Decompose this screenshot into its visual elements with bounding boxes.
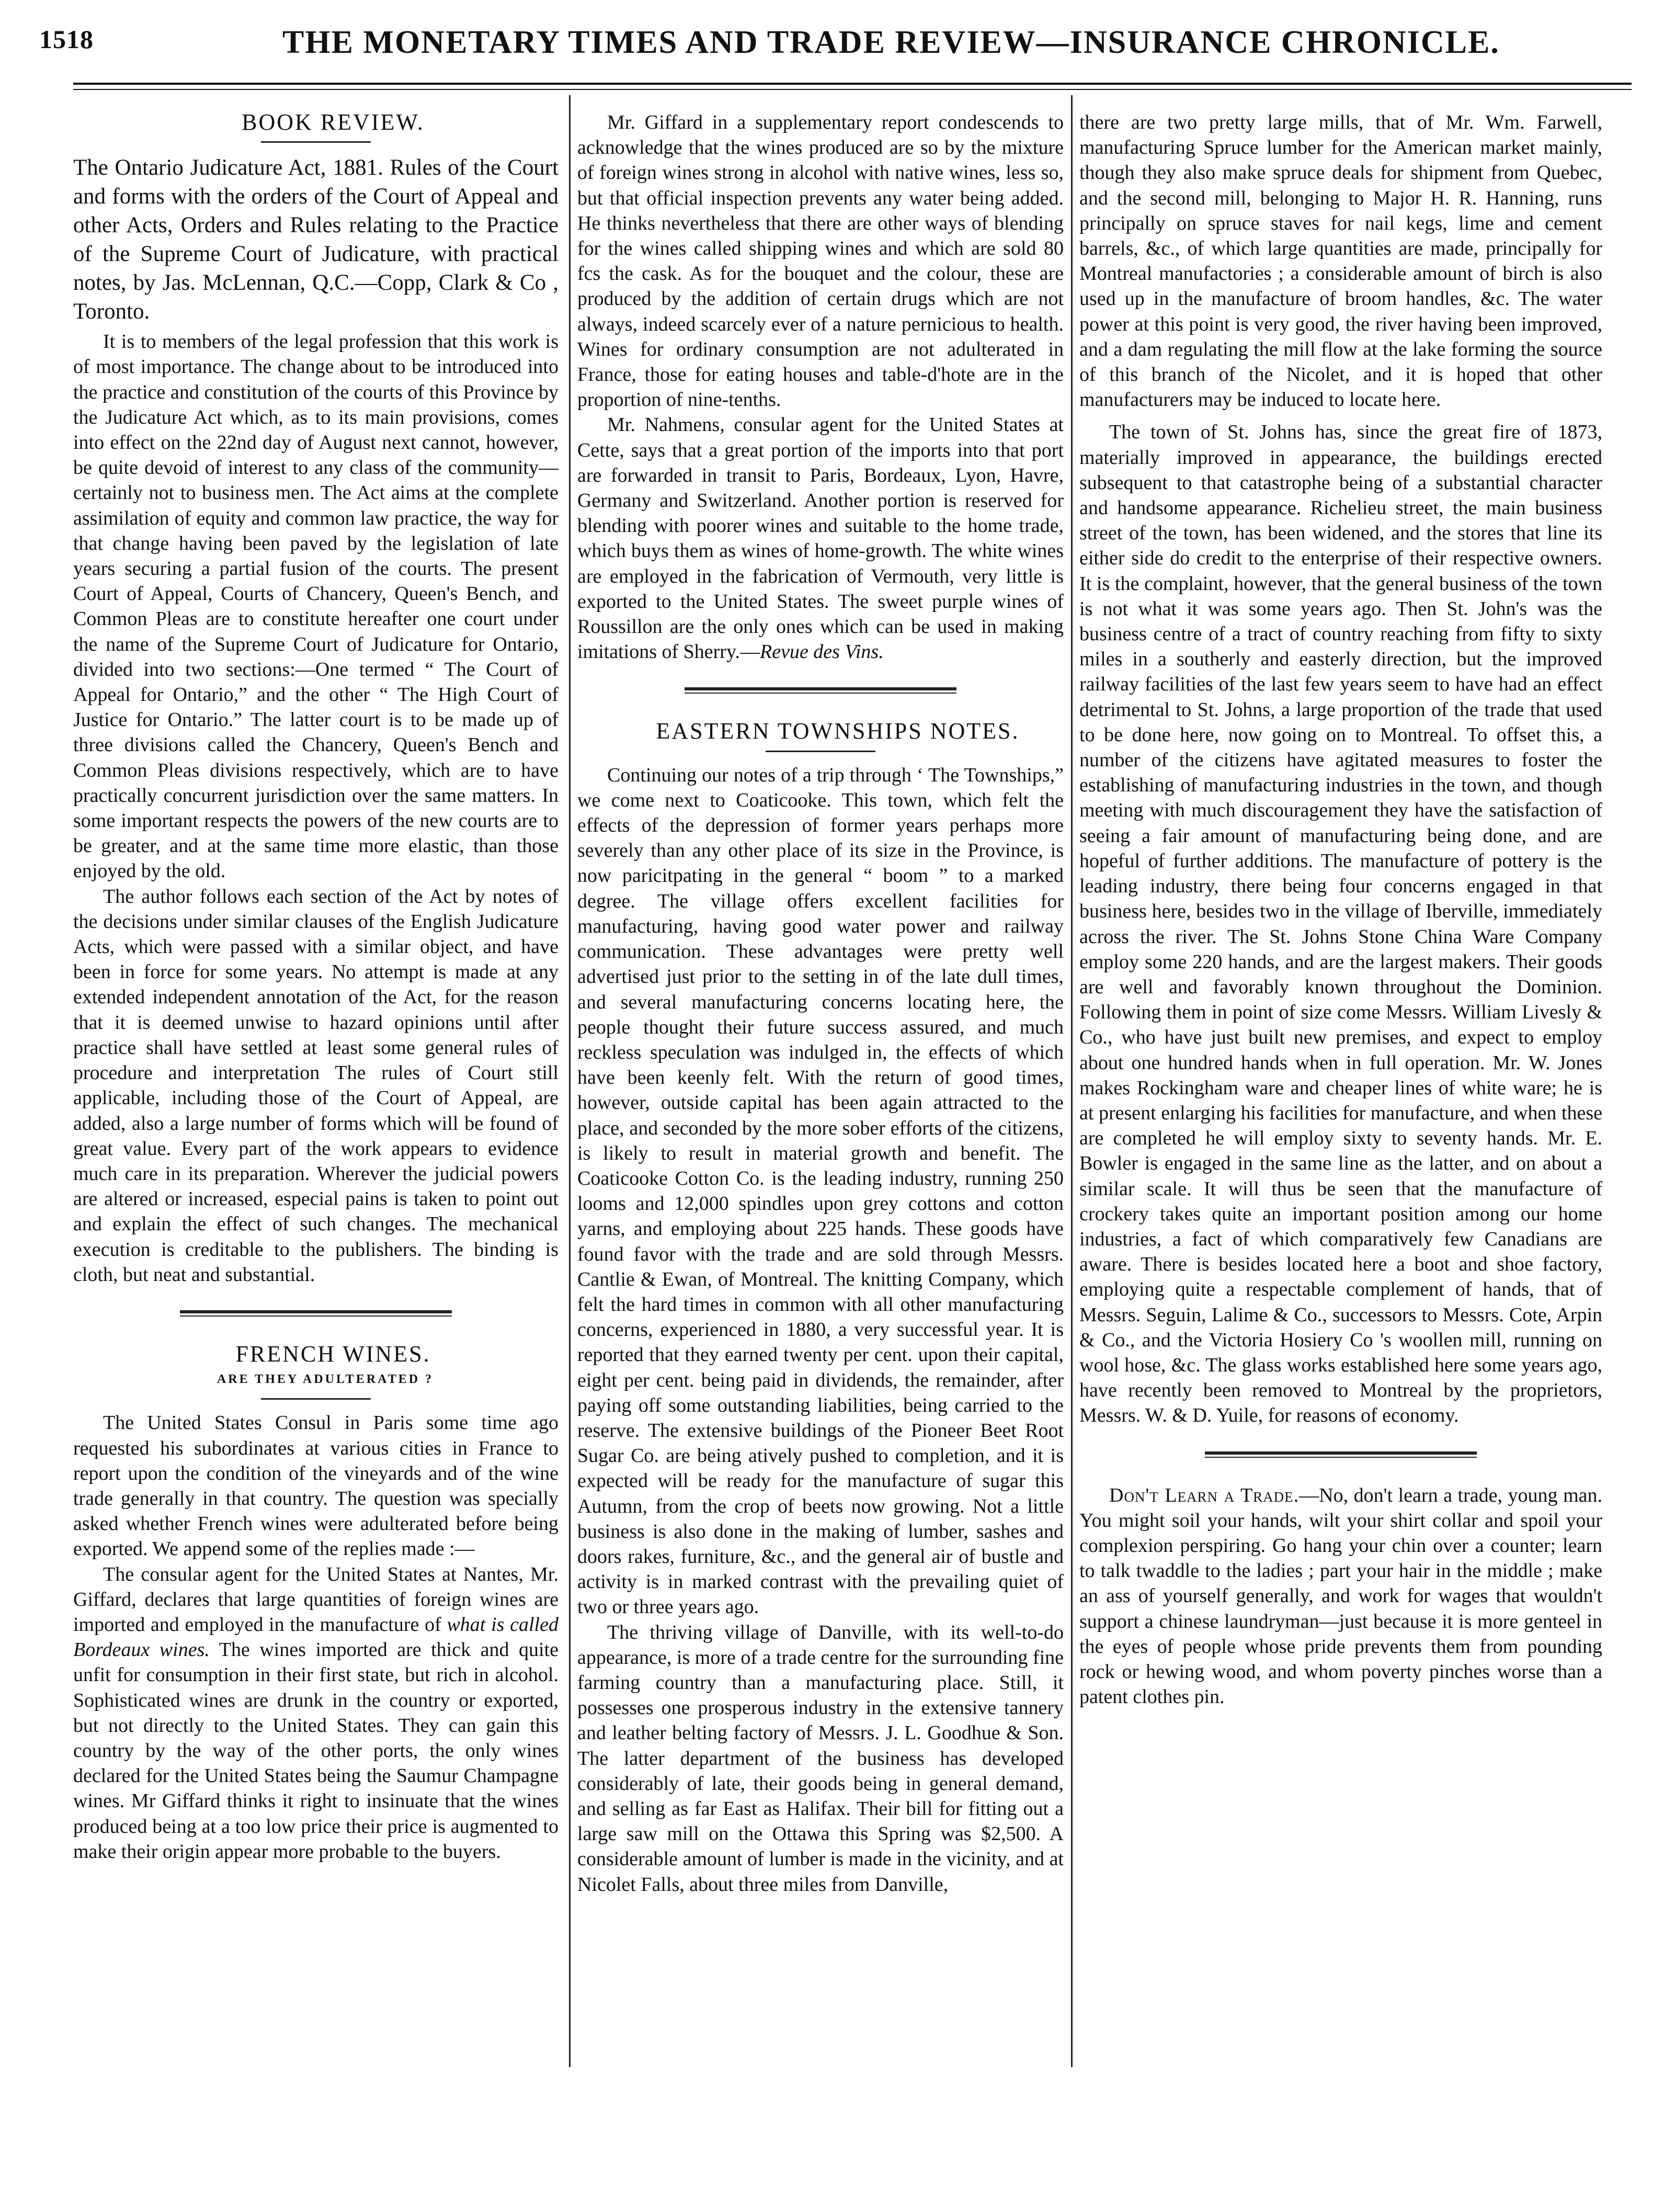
column-2 bbox=[577, 110, 1064, 1897]
wines-text: Mr. Nahmens, consular agent for the United States at Cette, says that a great portion of the imports into that port are forwarded in transit to Paris, Bordeaux, Lyon, Havre, Germany and Switzerland. Another portion is reserved for blending with poorer wines and suitable to the home trade, which buys them as wines of home-growth. The white wines are employed in the fabrication of Vermouth, very little is exported to the United States. The sweet purple wines of Roussillon are the only ones which can be used in making imitations of Sherry.— bbox=[577, 414, 1064, 663]
eastern-paragraph: The thriving village of Danville, with its well-to-do appearance, is more of a trade centre for the surrounding fine farming country than a manufacturing place. Still, it possesses one prosperous industry in the extensive tannery and leather belting factory of Messrs. J. L. Goodhue & Son. The latter department of the business has developed considerably of late, their goods being in general demand, and selling as far East as Halifax. Their bill for fitting out a large saw mill on the Ottawa this Spring was $2,500. A considerable amount of lumber is made in the vicinity, and at Nicolet Falls, about three miles from Danville, bbox=[577, 1621, 1064, 1896]
header-rule-bottom bbox=[73, 89, 1632, 90]
heading-rule bbox=[766, 751, 875, 752]
section-separator bbox=[685, 687, 956, 694]
wines-paragraph bbox=[73, 1562, 559, 1864]
section-separator bbox=[180, 1310, 452, 1317]
column-3 bbox=[1079, 110, 1602, 1709]
heading-rule bbox=[261, 141, 371, 143]
heading-rule bbox=[261, 1398, 371, 1400]
heading-eastern-townships: EASTERN TOWNSHIPS NOTES. bbox=[656, 718, 1020, 744]
trade-lead-in: Don't Learn a Trade. bbox=[1109, 1484, 1300, 1506]
wines-italic-text: what is called Bordeaux wines. bbox=[73, 1613, 559, 1661]
wines-text: The wines imported are thick and quite unfit for consumption in their first state, but rich in alcohol. Sophisticated wines are drunk in the country or exported, but not directly to the United States. They can gain this country by the way of the other ports, the only wines declared for the United States being the Saumur Champagne wines. Mr Giffard thinks it right to insinuate that the wines produced being at a too low price their price is augmented to make their origin appear more probable to the buyers. bbox=[73, 1639, 559, 1863]
page-number: 1518 bbox=[39, 25, 94, 54]
heading-book-review: BOOK REVIEW. bbox=[242, 109, 425, 135]
wines-paragraph: The United States Consul in Paris some time ago requested his subordinates at various cities in France to report upon the condition of the vineyards and of the wine trade generally in that country. The question was specially asked whether French wines were adulterated before being exported. We append some of the replies made :— bbox=[73, 1412, 559, 1560]
column-divider-2 bbox=[1071, 95, 1073, 2067]
wines-text: The consular agent for the United States at Nantes, Mr. Giffard, declares that large quantities of foreign wines are imported and employed in the manufacture of bbox=[73, 1563, 559, 1636]
section-separator bbox=[1205, 1451, 1477, 1458]
header-rule-top bbox=[73, 83, 1632, 85]
column-1 bbox=[73, 110, 559, 1864]
subheading-adulterated: ARE THEY ADULTERATED ? bbox=[217, 1372, 434, 1387]
trade-text: —No, don't learn a trade, young man. You might soil your hands, wilt your shirt collar and spoil your complexion perspiring. Go hang your chin over a counter; learn to talk twaddle to the ladies ; part your hair in the middle ; make an ass of yourself generally, and work for wages that wouldn't support a chinese laundryman—just because it is more genteel in the eyes of people whose pride prevents them from pounding rock or hewing wood, and whom poverty pinches worse than a patent clothes pin. bbox=[1079, 1484, 1602, 1708]
eastern-paragraph: Continuing our notes of a trip through ‘ The Townships,” we come next to Coaticooke. This town, which felt the effects of the depression of former years perhaps more severely than any other place of its size in the Province, is now paricitpating in the general “ boom ” to a marked degree. The village offers excellent facilities for manufacturing, having good water power and railway communication. These advantages were pretty well advertised just prior to the setting in of the late dull times, and several manufacturing concerns locating here, the people thought their future success assured, and much reckless speculation was indulged in, the effects of which have been keenly felt. With the return of good times, however, outside capital has been again attracted to the place, and seconded by the more sober efforts of the citizens, is likely to result in material growth and benefit. The Coaticooke Cotton Co. is the leading industry, running 250 looms and 12,000 spindles upon grey cottons and cotton yarns, and employing about 225 hands. These goods have found favor with the trade and are sold through Messrs. Cantlie & Ewan, of Montreal. The knitting Company, which felt the hard times in common with all other manufacturing concerns, experienced in 1880, a very successful year. It is reported that they earned twenty per cent. upon their capital, eight per cent. being paid in dividends, the remainder, after paying off some outstanding liabilities, being carried to the reserve. The extensive buildings of the Pioneer Beet Root Sugar Co. are being atively pushed to completion, and it is expected will be ready for the manufacture of sugar this Autumn, from the crop of beets now growing. Not a little business is also done in the making of lumber, sashes and doors rakes, furniture, &c., and the general air of bustle and activity is in marked contrast with the prevailing quiet of two or three years ago. bbox=[577, 764, 1064, 1618]
review-paragraph: It is to members of the legal profession that this work is of most importance. The change about to be introduced into the practice and constitution of the courts of this Province by the Judicature Act which, as to its main provisions, comes into effect on the 22nd day of August next cannot, however, be quite devoid of interest to any class of the community—certainly not to business men. The Act aims at the complete assimilation of equity and common law practice, the way for that change having been paved by the legislation of late years securing a partial fusion of the courts. The present Court of Appeal, Courts of Chancery, Queen's Bench, and Common Pleas are to constitute hereafter one court under the name of the Supreme Court of Judicature for Ontario, divided into two sections:—One termed “ The Court of Appeal for Ontario,” and the other “ The High Court of Justice for Ontario.” The latter court is to be made up of three divisions called the Chancery, Queen's Bench and Common Pleas divisions respectively, which are to have practically concurrent jurisdiction over the same matters. In some important respects the powers of the new courts are to be greater, and at the same time more elastic, than those enjoyed by the old. bbox=[73, 331, 559, 882]
column-divider-1 bbox=[569, 95, 571, 2067]
review-paragraph: The author follows each section of the Act by notes of the decisions under similar clauses of the English Judicature Acts, which were passed with a similar object, and have been in force for some years. No attempt is made at any extended independent annotation of the Act, for the reason that it is deemed unwise to hazard opinions until after practice shall have settled at least some general rules of procedure and interpretation The rules of Court still applicable, including those of the Court of Appeal, are added, also a large number of forms which will be found of great value. Every part of the work appears to evidence much care in its preparation. Wherever the judicial powers are altered or increased, especial pains is taken to point out and explain the effect of such changes. The mechanical execution is creditable to the publishers. The binding is cloth, but neat and substantial. bbox=[73, 885, 559, 1286]
eastern-paragraph: there are two pretty large mills, that of Mr. Wm. Farwell, manufacturing Spruce lumber for the American market mainly, though they also make spruce deals for shipment from Quebec, and the second mill, belonging to Major H. R. Hanning, runs principally on spruce staves for nail kegs, lime and cement barrels, &c., of which large quantities are made, principally for Montreal manufactories ; a considerable amount of birch is also used up in the manufacture of broom handles, &c. The water power at this point is very good, the river having been improved, and a dam regulating the mill flow at the lake forming the source of this branch of the Nicolet, and it is hoped that other manufacturers may be induced to locate here. bbox=[1079, 111, 1602, 411]
eastern-paragraph: The town of St. Johns has, since the great fire of 1873, materially improved in appearance, the buildings erected subsequent to that catastrophe being of a substantial character and handsome appearance. Richelieu street, the main business street of the town, has been widened, and the stores that line its either side do credit to the enterprise of their respective owners. It is the complaint, however, that the general business of the town is not what it was some years ago. Then St. John's was the business centre of a tract of country reaching from fifty to sixty miles in a southerly and easterly direction, but the improved railway facilities of the last few years seem to have had an effect detrimental to St. Johns, a large proportion of the trade that used to be done here, now going on to Montreal. To offset this, a number of the citizens have agitated measures to foster the establishing of manufacturing industries in the town, and though meeting with much discouragement they have the satisfaction of seeing a fair amount of manufacturing being done, and are hopeful of further additions. The manufacture of pottery is the leading industry, there being four concerns engaged in that business here, besides two in the village of Iberville, immediately across the river. The St. Johns Stone China Ware Company employ some 220 hands, and are the largest makers. Their goods are well and favorably known throughout the Dominion. Following them in point of size come Messrs. William Livesly & Co., who have just built new premises, and expect to employ about one hundred hands when in full operation. Mr. W. Jones makes Rockingham ware and cheaper lines of white ware; he is at present enlarging his facilities for manufacture, and when these are completed he will employ sixty to seventy hands. Mr. E. Bowler is engaged in the same line as the latter, and on about a similar scale. It will thus be seen that the manufacture of crockery takes quite an important position among our home industries, a fact of which comparatively few Canadians are aware. There is besides located here a boot and shoe factory, employing quite a respectable complement of hands, that of Messrs. Seguin, Lalime & Co., successors to Messrs. Cote, Arpin & Co., and the Victoria Hosiery Co 's woollen mill, running on wool hose, &c. The glass works established here some years ago, have recently been removed to Montreal by the proprietors, Messrs. W. & D. Yuile, for reasons of economy. bbox=[1079, 421, 1602, 1427]
wines-paragraph bbox=[577, 412, 1064, 664]
heading-french-wines: FRENCH WINES. bbox=[235, 1341, 431, 1367]
masthead-title: THE MONETARY TIMES AND TRADE REVIEW—INSURANCE CHRONICLE. bbox=[282, 25, 1500, 60]
book-citation: The Ontario Judicature Act, 1881. Rules of the Court and forms with the orders of the Court of Appeal and other Acts, Orders and Rules relating to the Practice of the Supreme Court of Judicature, with practical notes, by Jas. McLennan, Q.C.—Copp, Clark & Co , Toronto. bbox=[73, 155, 559, 324]
trade-paragraph bbox=[1079, 1483, 1602, 1710]
source-citation: Revue des Vins. bbox=[760, 641, 884, 663]
wines-paragraph: Mr. Giffard in a supplementary report condescends to acknowledge that the wines produced are so by the mixture of foreign wines strong in alcohol with native wines, less so, but that official inspection prevents any water being added. He thinks nevertheless that there are other ways of blending for the wines called shipping wines and which are sold 80 fcs the cask. As for the bouquet and the colour, these are produced by the addition of certain drugs which are not always, indeed scarcely ever of a nature pernicious to health. Wines for ordinary consumption are not adulterated in France, those for eating houses and table-d'hote are in the proportion of nine-tenths. bbox=[577, 111, 1064, 411]
